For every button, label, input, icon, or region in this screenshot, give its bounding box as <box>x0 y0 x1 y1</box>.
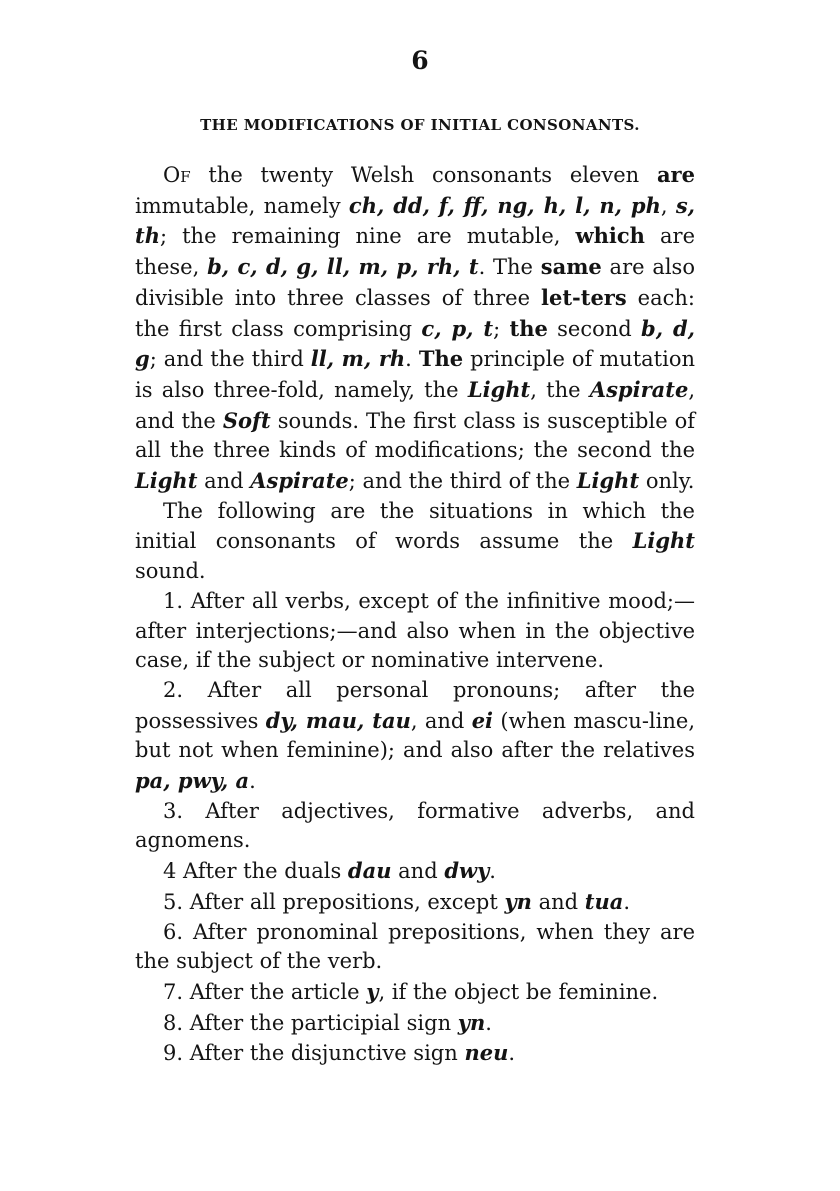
rule-paragraph <box>135 676 695 797</box>
page-number: 6 <box>411 46 429 75</box>
text-run: . <box>623 889 631 914</box>
text-run: 6. After pronominal prepositions, when they are the subject of the verb. <box>135 919 695 974</box>
text-run: principle of mutation is also three-fold, namely, the <box>135 347 695 402</box>
rule-paragraph <box>135 977 695 1008</box>
text-run: immutable, namely <box>135 193 349 218</box>
bold-text: let-ters <box>540 284 627 310</box>
rule-paragraph <box>135 1008 695 1039</box>
text-run: . <box>485 1010 492 1035</box>
text-run: . <box>405 347 419 372</box>
text-run: 1. After all verbs, except of the infinitive mood;—after interjections;—and also when in the objective case, if the subject or nominative intervene. <box>135 588 695 673</box>
text-run: are these, <box>135 224 695 280</box>
italic-term: dwy <box>444 858 490 884</box>
text-run: , if the object be feminine. <box>378 979 659 1004</box>
text-run: ; and the third <box>149 347 311 372</box>
text-run: sound. <box>135 559 206 584</box>
text-run: ; <box>493 316 510 341</box>
bold-text: which <box>575 223 645 249</box>
italic-term: Light <box>632 528 695 554</box>
rule-paragraph <box>135 587 695 676</box>
text-run: . <box>489 859 496 884</box>
text-run: , and the <box>135 377 695 433</box>
intro-paragraph <box>135 160 695 497</box>
italic-term: dau <box>347 858 392 884</box>
text-run: and <box>197 469 251 494</box>
text-run: and <box>531 889 585 914</box>
text-run: each: the first class comprising <box>135 285 695 341</box>
rule-paragraph <box>135 918 695 977</box>
text-run: only. <box>639 469 695 494</box>
italic-term: Aspirate <box>589 376 689 402</box>
italic-term: Light <box>467 376 531 402</box>
text-run: . <box>249 769 256 794</box>
text-run: 4 After the duals <box>163 859 348 884</box>
italic-term: yn <box>504 888 532 914</box>
italic-term: Light <box>135 468 198 494</box>
text-run: , the <box>530 377 590 402</box>
text-run: (when mascu-line, but not when feminine); and also after the relatives <box>135 708 695 763</box>
rule-paragraph <box>135 856 695 887</box>
text-run: 8. After the participial sign <box>163 1010 458 1035</box>
text-run: , and <box>410 708 472 733</box>
italic-term: yn <box>457 1009 486 1035</box>
text-run: are also divisible into three classes of three <box>135 255 695 310</box>
body-text <box>135 160 695 1069</box>
italic-term: b, c, d, g, ll, m, p, rh, t <box>207 254 479 280</box>
text-run: the twenty Welsh consonants eleven <box>190 163 657 187</box>
italic-term: s, th <box>135 192 695 249</box>
bold-text: same <box>540 254 602 280</box>
text-run: Of <box>163 163 191 187</box>
rule-paragraph <box>135 1038 695 1069</box>
text-run: second <box>547 316 642 341</box>
italic-term: ch, dd, f, ff, ng, h, l, n, ph <box>348 192 661 218</box>
text-run: , <box>660 193 676 218</box>
italic-term: tua <box>584 888 624 914</box>
text-run: ; the remaining nine are mutable, <box>159 224 576 249</box>
rule-paragraph <box>135 887 695 918</box>
italic-term: b, d, g <box>135 315 695 372</box>
bold-text: The <box>418 346 464 372</box>
light-sound-intro-paragraph <box>135 497 695 587</box>
italic-term: neu <box>464 1040 509 1066</box>
rule-paragraph <box>135 797 695 856</box>
italic-term: Light <box>576 468 640 494</box>
italic-term: pa, pwy, a <box>135 768 250 794</box>
italic-term: dy, mau, tau <box>265 707 411 733</box>
italic-term: Aspirate <box>250 468 349 494</box>
bold-text: the <box>509 315 548 341</box>
text-run: 3. After adjectives, formative adverbs, and agnomens. <box>135 798 695 853</box>
text-run: . The <box>478 255 541 280</box>
text-run: 9. After the disjunctive sign <box>163 1041 465 1066</box>
italic-term: Soft <box>222 407 271 433</box>
text-run: sounds. The first class is susceptible of all the three kinds of modifications; the second the <box>135 408 696 463</box>
text-run: . <box>508 1041 516 1066</box>
text-run: 2. After all personal pronouns; after the possessives <box>135 677 695 733</box>
italic-term: c, p, t <box>421 315 494 341</box>
italic-term: y <box>366 978 379 1004</box>
italic-term: ll, m, rh <box>310 346 406 372</box>
italic-term: ei <box>471 707 494 733</box>
section-heading: THE MODIFICATIONS OF INITIAL CONSONANTS. <box>200 116 640 134</box>
text-run: and <box>391 859 445 884</box>
text-run: 5. After all prepositions, except <box>163 889 505 914</box>
text-run: ; and the third of the <box>348 469 577 494</box>
text-run: 7. After the article <box>163 979 367 1004</box>
text-run: The following are the situations in which the initial consonants of words assume the <box>135 498 695 554</box>
bold-text: are <box>656 162 695 187</box>
